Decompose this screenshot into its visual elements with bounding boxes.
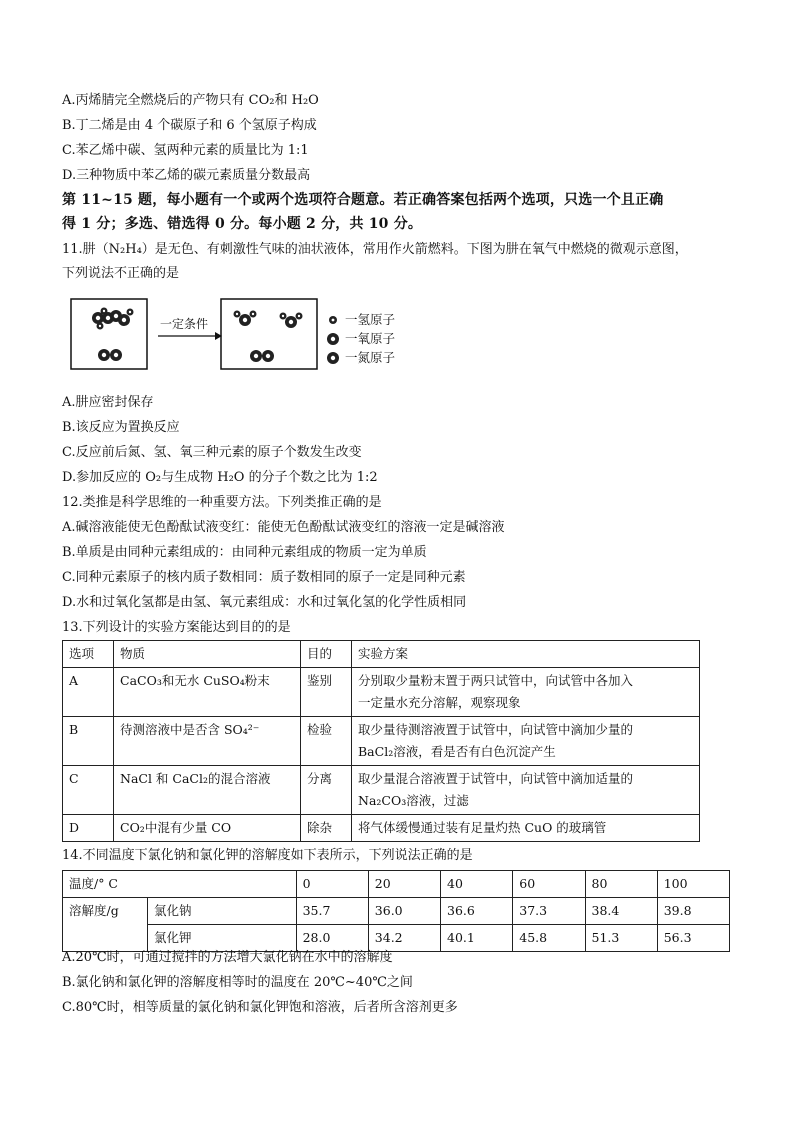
row-substance: CO₂中混有少量 CO [114, 815, 301, 842]
plan-line: 一定量水充分溶解，观察现象 [358, 695, 521, 710]
section-instruction-line1: 第 11~15 题，每小题有一个或两个选项符合题意。若正确答案包括两个选项，只选一个且正确 [62, 192, 664, 208]
legend [327, 313, 395, 365]
row-option: D [63, 815, 114, 842]
nacl-row [63, 898, 730, 925]
row-plan [352, 668, 700, 717]
legend-nitrogen: 一氮原子 [345, 351, 396, 365]
plan-line: 分别取少量粉末置于两只试管中，向试管中各加入 [358, 673, 634, 688]
legend-hydrogen: 一氢原子 [345, 313, 396, 327]
temp-label: 温度/° C [63, 871, 297, 898]
kcl-cell: 40.1 [441, 925, 513, 952]
reactant-molecules [92, 308, 134, 362]
row-aim: 检验 [301, 717, 352, 766]
nacl-label: 氯化钠 [148, 898, 297, 925]
q12-option-b: B.单质是由同种元素组成的：由同种元素组成的物质一定为单质 [62, 545, 427, 560]
table-row [63, 668, 700, 717]
section-instruction-line2: 得 1 分；多选、错选得 0 分。每小题 2 分，共 10 分。 [62, 216, 423, 232]
q14-option-c: C.80℃时，相等质量的氯化钠和氯化钾饱和溶液，后者所含溶剂更多 [62, 1000, 458, 1015]
row-aim: 分离 [301, 766, 352, 815]
kcl-cell: 51.3 [585, 925, 657, 952]
reaction-diagram [70, 298, 430, 378]
header-plan: 实验方案 [352, 641, 700, 668]
kcl-label: 氯化钾 [148, 925, 297, 952]
row-option: B [63, 717, 114, 766]
table-header-row [63, 641, 700, 668]
temp-cell: 100 [657, 871, 729, 898]
plan-line: Na₂CO₃溶液，过滤 [358, 793, 469, 808]
q10-option-b: B.丁二烯是由 4 个碳原子和 6 个氢原子构成 [62, 118, 317, 133]
q11-option-c: C.反应前后氮、氢、氧三种元素的原子个数发生改变 [62, 445, 362, 460]
q13-stem: 13.下列设计的实验方案能达到目的的是 [62, 620, 291, 635]
nacl-cell: 39.8 [657, 898, 729, 925]
solubility-label: 溶解度/g [63, 898, 148, 952]
kcl-cell: 56.3 [657, 925, 729, 952]
temp-cell: 0 [296, 871, 368, 898]
nacl-cell: 36.0 [368, 898, 440, 925]
table-row [63, 717, 700, 766]
temp-cell: 20 [368, 871, 440, 898]
q11-option-d: D.参加反应的 O₂与生成物 H₂O 的分子个数之比为 1:2 [62, 470, 378, 485]
nacl-cell: 36.6 [441, 898, 513, 925]
q13-table [62, 640, 700, 842]
q11-option-a: A.肼应密封保存 [62, 395, 154, 410]
row-plan [352, 717, 700, 766]
q12-option-d: D.水和过氧化氢都是由氢、氧元素组成：水和过氧化氢的化学性质相同 [62, 595, 467, 610]
table-row [63, 766, 700, 815]
q11-stem-line2: 下列说法不正确的是 [62, 266, 180, 281]
temperature-row [63, 871, 730, 898]
row-option: C [63, 766, 114, 815]
nacl-cell: 38.4 [585, 898, 657, 925]
reactants-box [71, 299, 147, 369]
kcl-cell: 28.0 [296, 925, 368, 952]
temp-cell: 60 [513, 871, 585, 898]
q14-option-b: B.氯化钠和氯化钾的溶解度相等时的温度在 20℃~40℃之间 [62, 975, 413, 990]
q12-option-a: A.碱溶液能使无色酚酞试液变红：能使无色酚酞试液变红的溶液一定是碱溶液 [62, 520, 505, 535]
row-substance: CaCO₃和无水 CuSO₄粉末 [114, 668, 301, 717]
q10-option-a: A.丙烯腈完全燃烧后的产物只有 CO₂和 H₂O [62, 93, 319, 108]
table-row [63, 815, 700, 842]
nacl-cell: 35.7 [296, 898, 368, 925]
header-aim: 目的 [301, 641, 352, 668]
legend-oxygen: 一氧原子 [345, 332, 396, 346]
kcl-cell: 45.8 [513, 925, 585, 952]
row-plan: 将气体缓慢通过装有足量灼热 CuO 的玻璃管 [352, 815, 700, 842]
plan-line: 取少量待测溶液置于试管中，向试管中滴加少量的 [358, 722, 634, 737]
temp-cell: 40 [441, 871, 513, 898]
q14-stem: 14.不同温度下氯化钠和氯化钾的溶解度如下表所示，下列说法正确的是 [62, 848, 473, 863]
product-molecules [234, 311, 303, 363]
q11-option-b: B.该反应为置换反应 [62, 420, 180, 435]
plan-line: BaCl₂溶液，看是否有白色沉淀产生 [358, 744, 556, 759]
nacl-cell: 37.3 [513, 898, 585, 925]
row-aim: 鉴别 [301, 668, 352, 717]
q10-option-c: C.苯乙烯中碳、氢两种元素的质量比为 1:1 [62, 143, 309, 158]
header-option: 选项 [63, 641, 114, 668]
row-aim: 除杂 [301, 815, 352, 842]
row-substance: NaCl 和 CaCl₂的混合溶液 [114, 766, 301, 815]
arrow-condition-label: 一定条件 [160, 317, 209, 331]
row-substance: 待测溶液中是否含 SO₄²⁻ [114, 717, 301, 766]
plan-line: 取少量混合溶液置于试管中，向试管中滴加适量的 [358, 771, 634, 786]
q11-stem-line1: 11.肼（N₂H₄）是无色、有刺激性气味的油状液体，常用作火箭燃料。下图为肼在氧气中燃烧的微观示意图， [62, 242, 688, 257]
header-substance: 物质 [114, 641, 301, 668]
q14-table [62, 870, 730, 952]
q14-option-a: A.20℃时，可通过搅拌的方法增大氯化钠在水中的溶解度 [62, 950, 393, 965]
q12-stem: 12.类推是科学思维的一种重要方法。下列类推正确的是 [62, 495, 382, 510]
row-option: A [63, 668, 114, 717]
temp-cell: 80 [585, 871, 657, 898]
q10-option-d: D.三种物质中苯乙烯的碳元素质量分数最高 [62, 168, 311, 183]
q12-option-c: C.同种元素原子的核内质子数相同：质子数相同的原子一定是同种元素 [62, 570, 466, 585]
kcl-cell: 34.2 [368, 925, 440, 952]
row-plan [352, 766, 700, 815]
